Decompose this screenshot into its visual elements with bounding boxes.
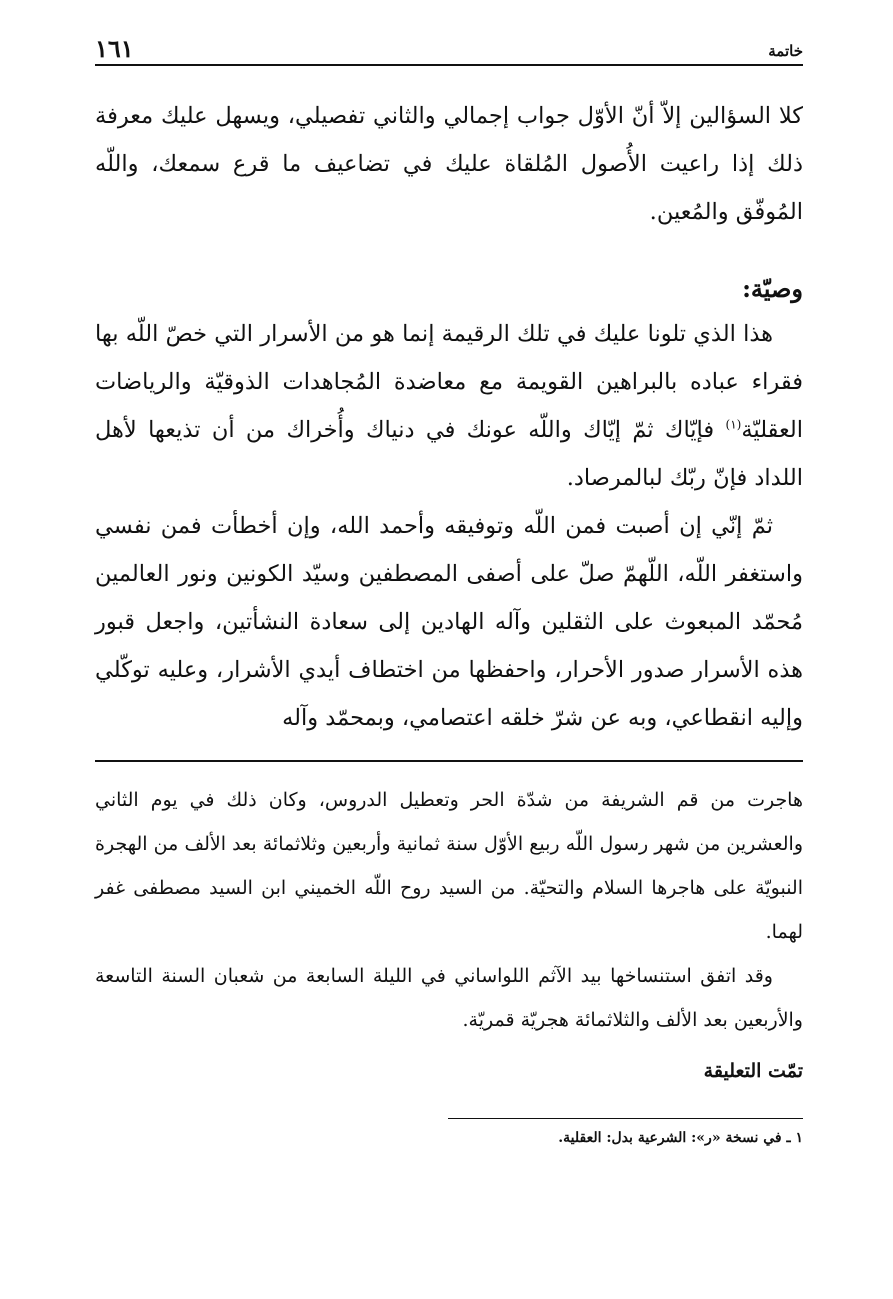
footnote-reference-1: (١): [725, 417, 742, 432]
running-head-chapter-title: خاتمة: [768, 42, 803, 60]
document-page: [95, 30, 803, 1270]
footnote-1: ١ ـ في نسخة «ر»: الشرعية بدل: العقلية.: [558, 1130, 803, 1146]
colophon-paragraph-2: وقد اتفق استنساخها بيد الآثم اللواساني في الليلة السابعة من شعبان السنة التاسعة والأربعين بعد الألف والثلاثمائة هجريّة قمريّة.: [95, 965, 803, 1031]
body-paragraph-2-part-b: فإيّاك ثمّ إيّاك واللّه عونك في دنياك وأُخراك من أن تذيعها لأهل اللداد فإنّ ربّك لبالمرصاد.: [95, 417, 803, 491]
body-paragraph-2: [95, 310, 803, 502]
section-heading-wasiyya: وصيّة:: [742, 274, 803, 303]
main-text-divider: [95, 760, 803, 762]
page-header: [95, 30, 803, 66]
body-paragraph-1: كلا السؤالين إلاّ أنّ الأوّل جواب إجمالي والثاني تفصيلي، ويسهل عليك معرفة ذلك إذا راعيت الأُصول المُلقاة عليك في تضاعيف ما قرع سمعك، واللّه المُوفّق والمُعين.: [95, 103, 803, 225]
main-text: [95, 92, 803, 742]
closing-statement: تمّت التعليقة: [703, 1060, 803, 1082]
colophon: [95, 778, 803, 1042]
page-number: ١٦١: [95, 34, 134, 63]
body-paragraph-3: ثمّ إنّي إن أصبت فمن اللّه وتوفيقه وأحمد الله، وإن أخطأت فمن نفسي واستغفر اللّه، اللّهمّ صلّ على أصفى المصطفين وسيّد الكونين ونور العالمين مُحمّد المبعوث على الثقلين وآله الهادين إلى سعادة النشأتين، واجعل قبور هذه الأسرار صدور الأحرار، واحفظها من اختطاف أيدي الأشرار، وعليه توكّلي وإليه انقطاعي، وبه عن شرّ خلقه اعتصامي، وبمحمّد وآله: [95, 513, 803, 731]
footnote-divider: [448, 1118, 803, 1119]
body-paragraph-2-part-a: هذا الذي تلونا عليك في تلك الرقيمة إنما هو من الأسرار التي خصّ اللّه بها فقراء عباده بالبراهين القويمة مع معاضدة المُجاهدات الذوقيّة والرياضات العقليّة: [95, 321, 803, 443]
colophon-paragraph-1: هاجرت من قم الشريفة من شدّة الحر وتعطيل الدروس، وكان ذلك في يوم الثاني والعشرين من شهر رسول اللّه ربيع الأوّل سنة ثمانية وأربعين وثلاثمائة بعد الألف من الهجرة النبويّة على هاجرها السلام والتحيّة. من السيد روح اللّه الخميني ابن السيد مصطفى غفر لهما.: [95, 789, 803, 943]
